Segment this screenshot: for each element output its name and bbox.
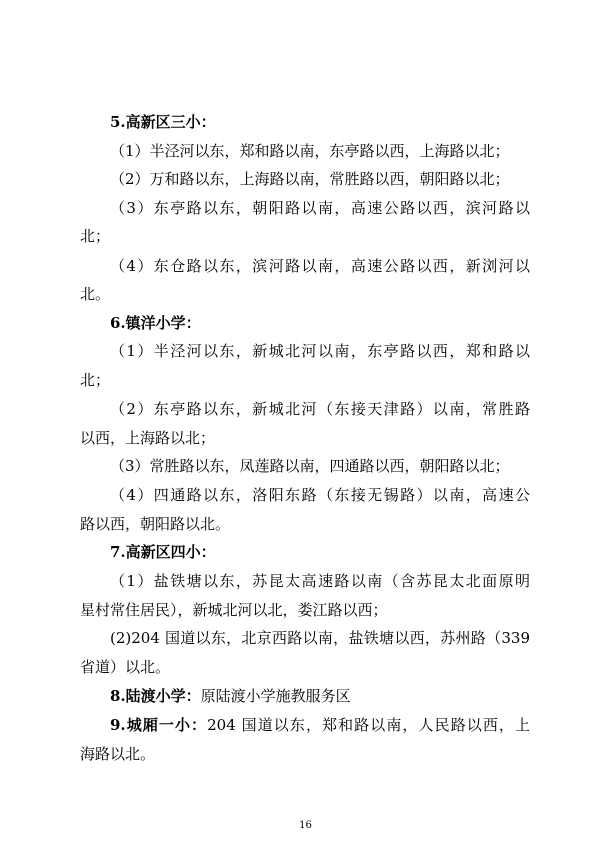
section-heading-7: 7.高新区四小： bbox=[110, 543, 216, 561]
text-line: 海路以北。 bbox=[80, 745, 156, 763]
text-line: （4）四通路以东，洛阳东路（东接无锡路）以南，高速公 bbox=[110, 486, 530, 504]
section-heading-8: 8.陆渡小学： bbox=[110, 687, 201, 705]
text-line: 路以西，朝阳路以北。 bbox=[80, 515, 231, 533]
page-number: 16 bbox=[299, 820, 312, 831]
section-heading-9: 9.城厢一小： bbox=[110, 716, 208, 734]
section-heading-6: 6.镇洋小学： bbox=[110, 314, 201, 332]
text-line: （2）东亭路以东，新城北河（东接天津路）以南，常胜路 bbox=[110, 400, 530, 418]
text-line: 北。 bbox=[80, 285, 111, 303]
section-line-9 bbox=[110, 715, 530, 735]
text-line: （1）半泾河以东，新城北河以南，东亭路以西，郑和路以 bbox=[110, 342, 530, 360]
text-line: （2）万和路以东，上海路以南，常胜路以西，朝阳路以北； bbox=[110, 170, 510, 188]
section-heading-5: 5.高新区三小： bbox=[110, 113, 216, 131]
text-line: 北； bbox=[80, 371, 111, 389]
text-line: （3）常胜路以东，凤莲路以南，四通路以西，朝阳路以北； bbox=[110, 457, 510, 475]
text-line: (2)204 国道以东，北京西路以南，盐铁塘以西，苏州路（339 bbox=[110, 629, 530, 647]
text-line: 以西，上海路以北； bbox=[80, 429, 216, 447]
section-line-8 bbox=[110, 686, 530, 706]
text-line: 省道）以北。 bbox=[80, 658, 171, 676]
text-line: （1）半泾河以东，郑和路以南，东亭路以西，上海路以北； bbox=[110, 142, 510, 160]
text-line: 北； bbox=[80, 227, 111, 245]
text-inline: 原陆渡小学施教服务区 bbox=[200, 687, 351, 705]
text-line: （1）盐铁塘以东，苏昆太高速路以南（含苏昆太北面原明 bbox=[110, 572, 530, 590]
text-line: 星村常住居民），新城北河以北，娄江路以西； bbox=[80, 601, 388, 619]
text-line: （3）东亭路以东，朝阳路以南，高速公路以西，滨河路以 bbox=[110, 199, 530, 217]
text-line: （4）东仓路以东，滨河路以南，高速公路以西，新浏河以 bbox=[110, 257, 530, 275]
text-inline: 204 国道以东，郑和路以南，人民路以西，上 bbox=[207, 716, 530, 734]
